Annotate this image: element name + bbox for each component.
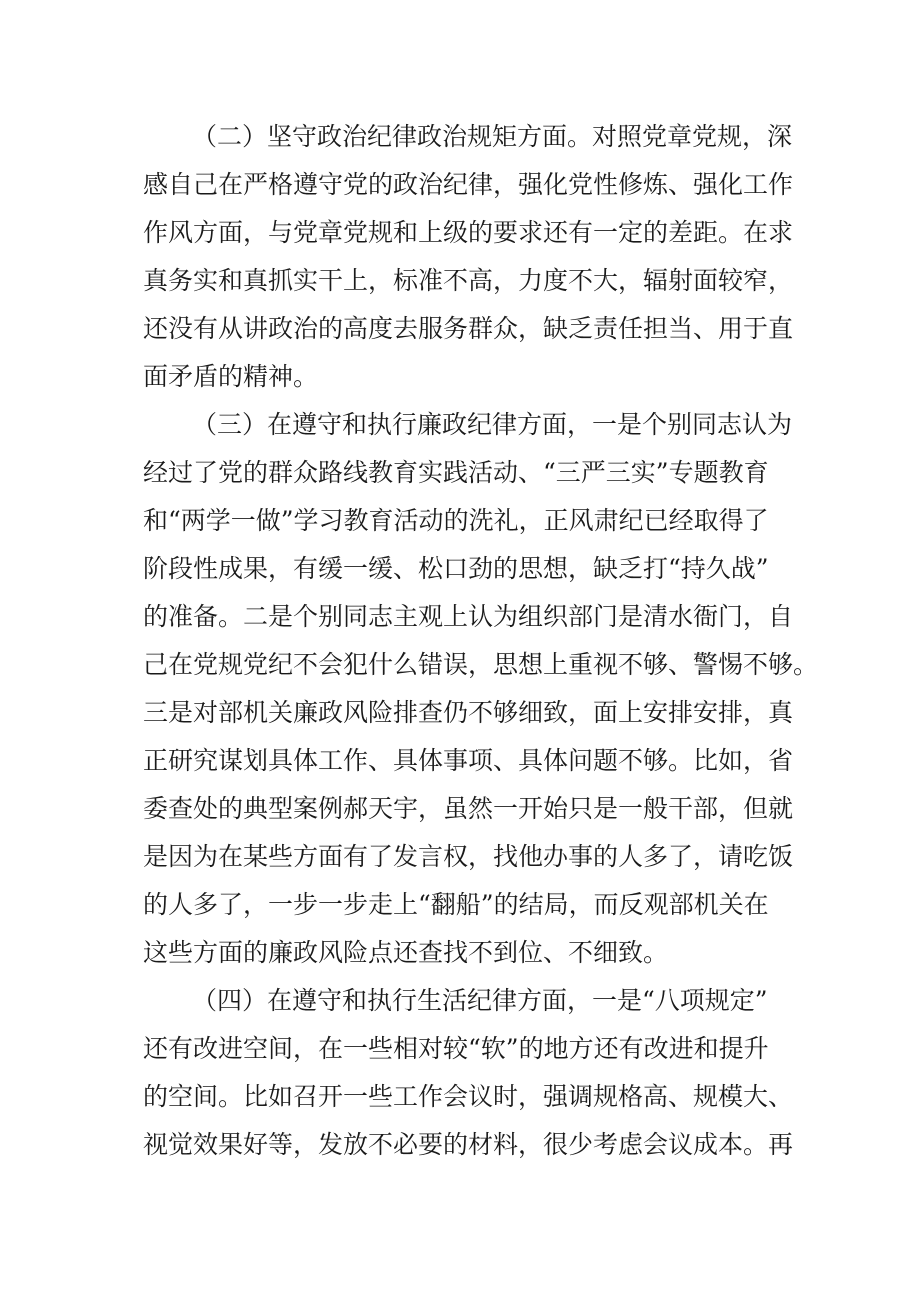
paragraph-2-line-3: 作风方面，与党章党规和上级的要求还有一定的差距。在求 bbox=[143, 218, 794, 247]
paragraph-3-line-11: 的人多了，一步一步走上“翻船”的结局，而反观部机关在 bbox=[143, 890, 769, 919]
paragraph-3-line-8: 正研究谋划具体工作、具体事项、具体问题不够。比如，省 bbox=[143, 746, 794, 775]
paragraph-3-line-12: 这些方面的廉政风险点还查找不到位、不细致。 bbox=[143, 938, 669, 967]
paragraph-3-line-4: 阶段性成果，有缓一缓、松口劲的思想，缺乏打“持久战” bbox=[143, 554, 769, 583]
paragraph-3-line-7: 三是对部机关廉政风险排查仍不够细致，面上安排安排，真 bbox=[143, 698, 794, 727]
paragraph-3-line-5: 的准备。二是个别同志主观上认为组织部门是清水衙门，自 bbox=[143, 602, 794, 631]
paragraph-3-line-9: 委查处的典型案例郝天宇，虽然一开始只是一般干部，但就 bbox=[143, 794, 794, 823]
paragraph-2-line-1: （二）坚守政治纪律政治规矩方面。对照党章党规，深 bbox=[192, 122, 793, 151]
paragraph-3-line-6: 己在党规党纪不会犯什么错误，思想上重视不够、警惕不够。 bbox=[143, 650, 819, 679]
paragraph-3-line-10: 是因为在某些方面有了发言权，找他办事的人多了，请吃饭 bbox=[143, 842, 794, 871]
paragraph-4-line-4: 视觉效果好等，发放不必要的材料，很少考虑会议成本。再 bbox=[143, 1130, 794, 1159]
paragraph-4-line-1: （四）在遵守和执行生活纪律方面，一是“八项规定” bbox=[192, 986, 768, 1015]
paragraph-3-line-2: 经过了党的群众路线教育实践活动、“三严三实”专题教育 bbox=[143, 458, 769, 487]
paragraph-4-line-2: 还有改进空间，在一些相对较“软”的地方还有改进和提升 bbox=[143, 1034, 769, 1063]
paragraph-3-line-3: 和“两学一做”学习教育活动的洗礼，正风肃纪已经取得了 bbox=[143, 506, 769, 535]
paragraph-3-line-1: （三）在遵守和执行廉政纪律方面，一是个别同志认为 bbox=[192, 410, 793, 439]
paragraph-2-line-4: 真务实和真抓实干上，标准不高，力度不大，辐射面较窄， bbox=[143, 266, 794, 295]
paragraph-4-line-3: 的空间。比如召开一些工作会议时，强调规格高、规模大、 bbox=[143, 1082, 794, 1111]
paragraph-2-line-6: 面矛盾的精神。 bbox=[143, 362, 319, 391]
paragraph-2-line-5: 还没有从讲政治的高度去服务群众，缺乏责任担当、用于直 bbox=[143, 314, 794, 343]
paragraph-2-line-2: 感自己在严格遵守党的政治纪律，强化党性修炼、强化工作 bbox=[143, 170, 794, 199]
